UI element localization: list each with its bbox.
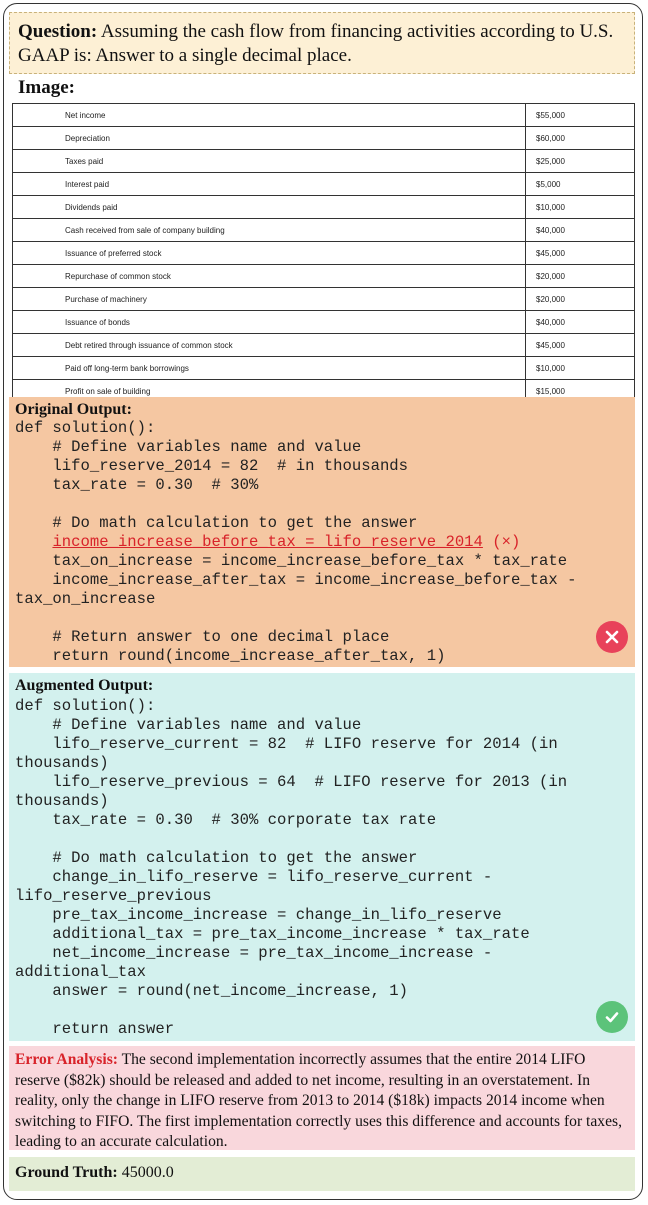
table-cell-item: Paid off long-term bank borrowings bbox=[13, 357, 526, 380]
table-row bbox=[13, 219, 635, 242]
error-analysis-text: The second implementation incorrectly assumes that the entire 2014 LIFO reserve ($82k) should be released and added to net income, resulting in an overstatement. In reality, only the change in LIFO reserve from 2013 to 2014 ($18k) impacts 2014 income when switching to FIFO. The first implementation correctly uses this difference and accounts for taxes, leading to an accurate calculation. bbox=[15, 1051, 622, 1150]
ground-truth-box bbox=[9, 1157, 635, 1191]
table-cell-value: $10,000 bbox=[526, 357, 635, 380]
table-row bbox=[13, 242, 635, 265]
table-cell-value: $45,000 bbox=[526, 242, 635, 265]
question-label: Question: bbox=[18, 21, 98, 42]
table-cell-value: $20,000 bbox=[526, 265, 635, 288]
table-row bbox=[13, 334, 635, 357]
table-cell-value: $40,000 bbox=[526, 311, 635, 334]
original-output-title: Original Output: bbox=[15, 401, 132, 418]
error-analysis-box bbox=[9, 1046, 635, 1150]
augmented-output-panel bbox=[9, 673, 635, 1041]
table-cell-value: $40,000 bbox=[526, 219, 635, 242]
table-cell-item: Dividends paid bbox=[13, 196, 526, 219]
table-row bbox=[13, 173, 635, 196]
original-output-panel bbox=[9, 397, 635, 667]
original-code-after: tax_on_increase = income_increase_before_tax * tax_rate income_increase_after_tax = income_increase_before_tax - tax_on_increase # Return answer to one decimal place return round(income_increase_after_tax, 1) bbox=[15, 552, 577, 665]
table-row bbox=[13, 127, 635, 150]
augmented-output-title: Augmented Output: bbox=[15, 677, 154, 694]
table-row bbox=[13, 311, 635, 334]
table-cell-value: $45,000 bbox=[526, 334, 635, 357]
table-cell-value: $10,000 bbox=[526, 196, 635, 219]
table-cell-value: $60,000 bbox=[526, 127, 635, 150]
table-cell-value: $15,000 bbox=[526, 380, 635, 403]
table-cell-item: Profit on sale of building bbox=[13, 380, 526, 403]
table-cell-item: Issuance of bonds bbox=[13, 311, 526, 334]
table-cell-item: Purchase of machinery bbox=[13, 288, 526, 311]
table-cell-value: $5,000 bbox=[526, 173, 635, 196]
image-label: Image: bbox=[18, 77, 75, 98]
table-cell-item: Interest paid bbox=[13, 173, 526, 196]
table-row bbox=[13, 265, 635, 288]
error-analysis-label: Error Analysis: bbox=[15, 1051, 118, 1068]
check-icon bbox=[596, 1001, 628, 1033]
ground-truth-value: 45000.0 bbox=[117, 1164, 174, 1181]
table-cell-item: Taxes paid bbox=[13, 150, 526, 173]
table-cell-value: $20,000 bbox=[526, 288, 635, 311]
question-text: Assuming the cash flow from financing activities according to U.S. GAAP is: Answer to a single decimal place. bbox=[18, 21, 614, 66]
table-cell-value: $25,000 bbox=[526, 150, 635, 173]
table-row bbox=[13, 196, 635, 219]
error-mark: (×) bbox=[482, 533, 521, 551]
table-cell-item: Issuance of preferred stock bbox=[13, 242, 526, 265]
original-code bbox=[15, 419, 576, 666]
table-row bbox=[13, 104, 635, 127]
erroneous-line: income_increase_before_tax = lifo_reserve_2014 bbox=[52, 533, 483, 551]
table-cell-item: Cash received from sale of company building bbox=[13, 219, 526, 242]
table-cell-item: Debt retired through issuance of common stock bbox=[13, 334, 526, 357]
augmented-code: def solution(): # Define variables name and value lifo_reserve_current = 82 # LIFO reserve for 2014 (in thousands) lifo_reserve_previous = 64 # LIFO reserve for 2013 (in thousands) tax_rate = 0.30 # 30% corporate tax rate # Do math calculation to get the answer change_in_lifo_reserve = lifo_reserve_current - lifo_reserve_previous pre_tax_income_increase = change_in_lifo_reserve additional_tax = pre_tax_income_increase * tax_rate net_income_increase = pre_tax_income_increase - additional_tax answer = round(net_income_increase, 1) return answer bbox=[15, 697, 568, 1038]
table-row bbox=[13, 150, 635, 173]
table-cell-item: Depreciation bbox=[13, 127, 526, 150]
table-cell-item: Net income bbox=[13, 104, 526, 127]
cash-flow-table bbox=[12, 103, 635, 403]
cross-icon bbox=[596, 621, 628, 653]
table-cell-item: Repurchase of common stock bbox=[13, 265, 526, 288]
table-cell-value: $55,000 bbox=[526, 104, 635, 127]
question-box bbox=[9, 12, 635, 74]
original-code-before: def solution(): # Define variables name and value lifo_reserve_2014 = 82 # in thousands tax_rate = 0.30 # 30% # Do math calculation to get the answer bbox=[15, 419, 418, 532]
table-row bbox=[13, 288, 635, 311]
ground-truth-label: Ground Truth: bbox=[15, 1164, 118, 1181]
table-row bbox=[13, 357, 635, 380]
